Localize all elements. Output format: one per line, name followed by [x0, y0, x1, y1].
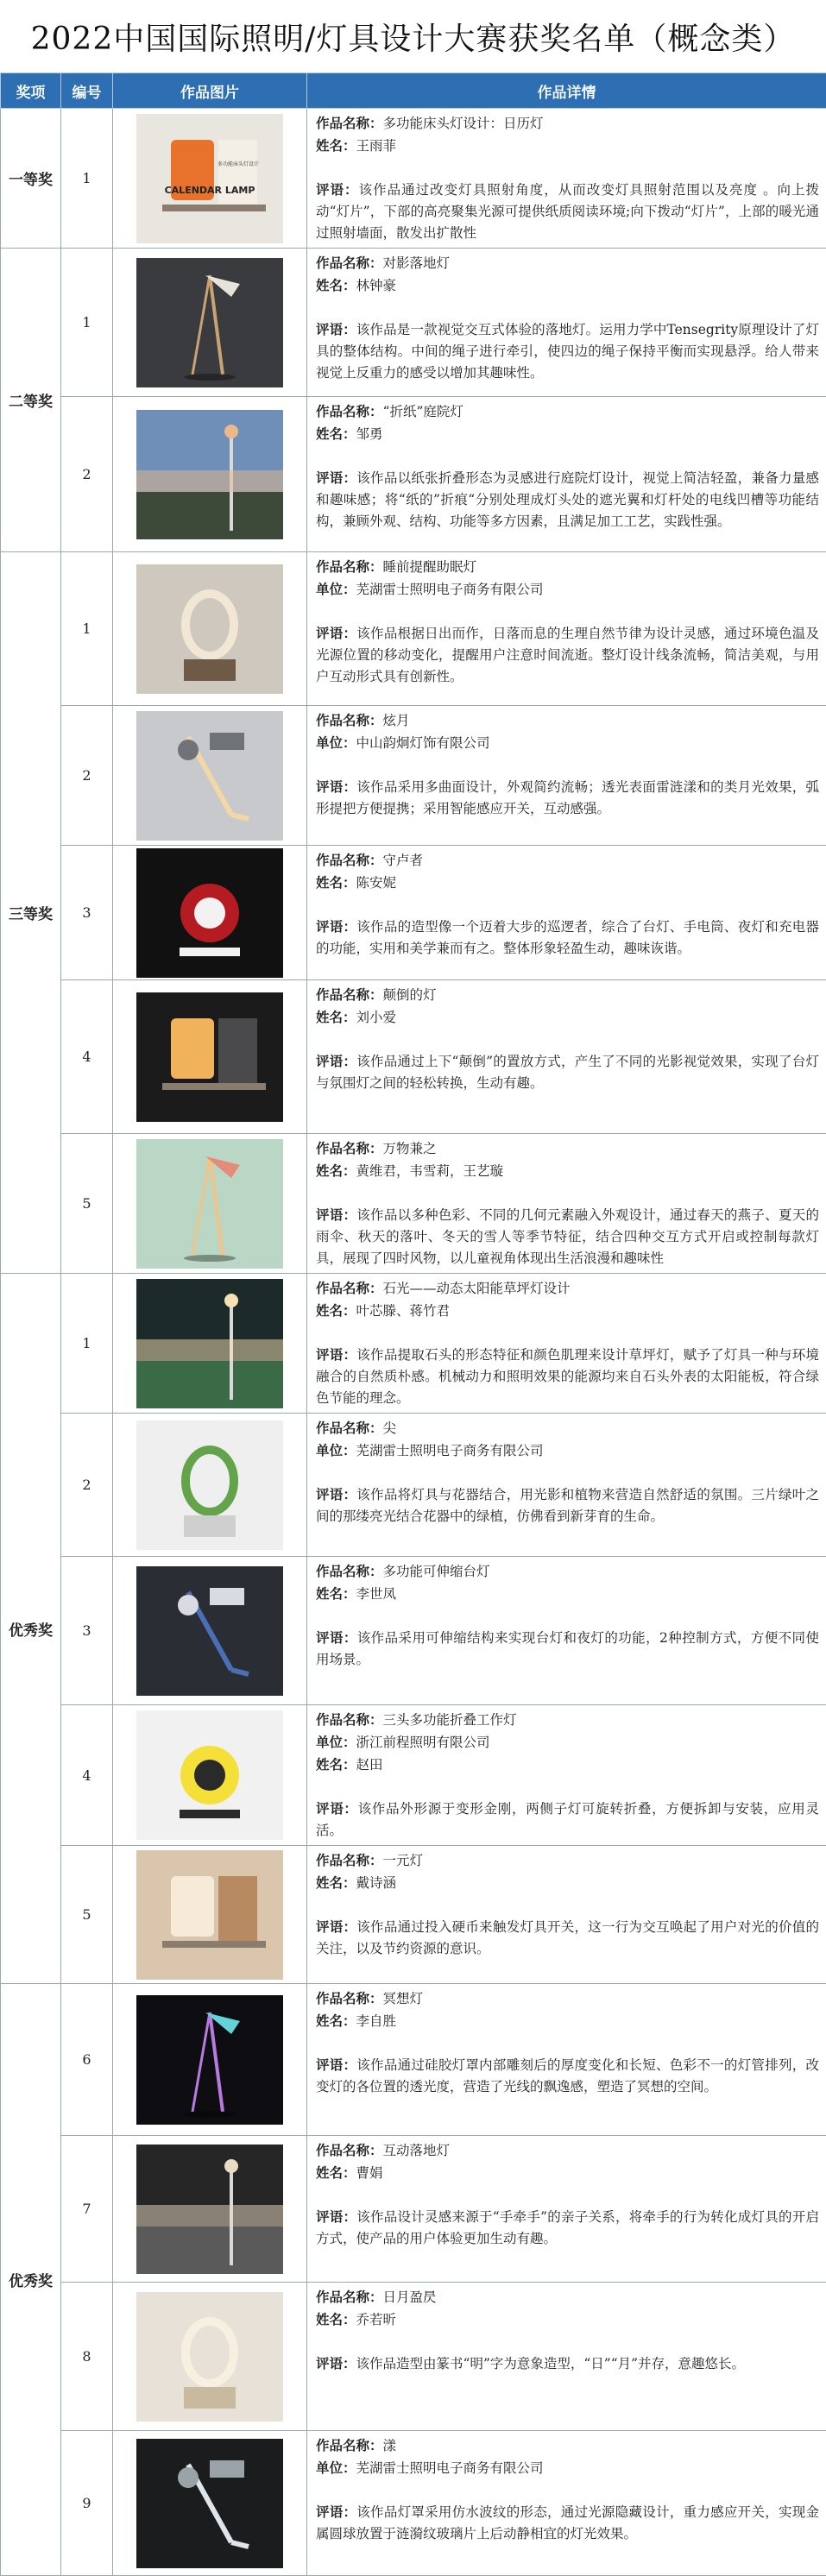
unit-label: 单位：	[316, 2459, 356, 2476]
page-title: 2022中国国际照明/灯具设计大赛获奖名单（概念类）	[0, 0, 826, 72]
entry-number: 7	[61, 2136, 113, 2283]
work-title: 对影落地灯	[383, 255, 451, 271]
header-details: 作品详情	[307, 73, 826, 109]
entry-number: 5	[61, 1846, 113, 1984]
comment-text: 该作品采用可伸缩结构来实现台灯和夜灯的功能，2种控制方式，方便不同使用场景。	[316, 1630, 819, 1667]
header-award: 奖项	[1, 73, 61, 109]
comment-text: 该作品通过改变灯具照射角度，从而改变灯具照射范围以及亮度 。向上拨动“灯片”，下部的高亮聚集光源可提供纸质阅读环境;向下拨动“灯片”，上部的暖光通 过照射墙面，散发出扩散性	[316, 182, 819, 241]
work-title: 互动落地灯	[383, 2143, 451, 2158]
comment-block	[316, 1627, 819, 1671]
product-photo-svg	[136, 258, 283, 387]
work-title: 三头多功能折叠工作灯	[383, 1712, 517, 1728]
table-row	[1, 552, 826, 706]
comment-text: 该作品造型由篆书“明”字为意象造型，“日”“月”并存，意趣悠长。	[356, 2356, 746, 2371]
product-photo-svg	[136, 1420, 283, 1550]
header-image: 作品图片	[113, 73, 307, 109]
work-title-line	[316, 2286, 819, 2308]
entry-details	[307, 249, 826, 397]
name-label: 姓名：	[316, 1162, 356, 1179]
work-title-line	[316, 1709, 819, 1731]
entry-details	[307, 1705, 826, 1846]
table-row	[1, 1274, 826, 1414]
table-row	[1, 109, 826, 249]
work-title: 一元灯	[383, 1853, 424, 1868]
unit-value: 浙江前程照明有限公司	[356, 1735, 490, 1750]
entry-details	[307, 2136, 826, 2283]
work-label: 作品名称：	[316, 2142, 383, 2158]
entry-number: 5	[61, 1134, 113, 1274]
comment-text: 该作品提取石头的形态特征和颜色肌理来设计草坪灯，赋予了灯具一种与环境融合的自然质朴感。机械动力和照明效果的能源均来自石头外表的太阳能板，符合绿色节能的理念。	[316, 1347, 819, 1406]
work-title-line	[316, 849, 819, 872]
entry-image-cell	[113, 2136, 307, 2283]
entry-details	[307, 2431, 826, 2576]
work-title-line	[316, 1137, 819, 1160]
thumb-caption: CALENDAR LAMP	[165, 185, 255, 196]
name-value: 李自胜	[356, 2013, 397, 2029]
work-label: 作品名称：	[316, 115, 383, 131]
table-row	[1, 2283, 826, 2431]
comment-block	[316, 1483, 819, 1527]
table-row	[1, 2431, 826, 2576]
comment-text: 该作品是一款视觉交互式体验的落地灯。运用力学中Tensegrity原理设计了灯具的整体结构。中间的绳子进行牵引，使四边的绳子保持平衡而实现悬浮。给人带来视觉上反重力的感受以增加其趣味性。	[316, 322, 819, 381]
comment-block	[316, 1916, 819, 1960]
work-title: 睡前提醒助眠灯	[383, 559, 477, 575]
comment-label: 评语：	[316, 469, 356, 486]
product-photo	[136, 1420, 283, 1550]
unit-line	[316, 1439, 819, 1462]
name-label: 姓名：	[316, 1302, 356, 1319]
work-label: 作品名称：	[316, 1852, 383, 1868]
comment-text: 该作品的造型像一个迈着大步的巡逻者，综合了台灯、手电筒、夜灯和充电器的功能，实用和美学兼而有之。整体形象轻盈生动，趣味诙谐。	[316, 919, 819, 956]
table-row	[1, 1557, 826, 1705]
name-label: 姓名：	[316, 1585, 356, 1602]
comment-label: 评语：	[316, 1486, 356, 1502]
name-value: 林钟豪	[356, 278, 397, 293]
work-title-line	[316, 1560, 819, 1583]
product-photo-svg	[136, 2145, 283, 2274]
award-level: 优秀奖	[1, 1984, 61, 2576]
product-photo	[136, 711, 283, 841]
work-title: 万物兼之	[383, 1141, 437, 1156]
name-line	[316, 1872, 819, 1894]
entry-details	[307, 1557, 826, 1705]
comment-block	[316, 2501, 819, 2545]
entry-image-cell	[113, 1414, 307, 1557]
comment-block	[316, 1204, 819, 1269]
work-title: 多功能可伸缩台灯	[383, 1564, 490, 1579]
unit-value: 芜湖雷士照明电子商务有限公司	[356, 1443, 544, 1458]
entry-image-cell	[113, 249, 307, 397]
comment-text: 该作品采用多曲面设计，外观简约流畅；透光表面雷涟漾和的类月光效果，弧形提把方便提携；采用智能感应开关，互动感强。	[316, 779, 819, 816]
name-value: 乔若昕	[356, 2312, 397, 2327]
comment-block	[316, 467, 819, 532]
award-level: 一等奖	[1, 109, 61, 249]
name-value: 戴诗涵	[356, 1875, 397, 1891]
table-row	[1, 1846, 826, 1984]
table-row	[1, 2136, 826, 2283]
entry-details	[307, 2283, 826, 2431]
product-photo	[136, 258, 283, 387]
entry-details	[307, 397, 826, 552]
work-title-line	[316, 1417, 819, 1439]
product-photo	[136, 114, 283, 243]
entry-details	[307, 109, 826, 249]
work-label: 作品名称：	[316, 1711, 383, 1728]
comment-text: 该作品通过上下“颠倒”的置放方式，产生了不同的光影视觉效果，实现了台灯与氛围灯之间的轻松转换，生动有趣。	[316, 1054, 819, 1091]
comment-text: 该作品设计灵感来源于“手牵手”的亲子关系，将牵手的行为转化成灯具的开启方式，使产品的用户体验更加生动有趣。	[316, 2209, 819, 2246]
work-title-line	[316, 556, 819, 578]
work-title: 守卢者	[383, 853, 424, 868]
name-value: 叶芯滕、蒋竹君	[356, 1303, 451, 1319]
product-photo	[136, 1995, 283, 2125]
name-line	[316, 1754, 819, 1776]
work-label: 作品名称：	[316, 1280, 383, 1296]
comment-label: 评语：	[316, 1206, 356, 1223]
comment-label: 评语：	[316, 321, 356, 337]
work-title-line	[316, 984, 819, 1006]
entry-details	[307, 1414, 826, 1557]
comment-label: 评语：	[316, 1629, 357, 1646]
thumb-caption-cn: 多功能床头灯设计	[218, 161, 259, 167]
unit-line	[316, 2457, 819, 2479]
product-photo	[136, 1139, 283, 1269]
entry-image-cell	[113, 980, 307, 1134]
comment-text: 该作品通过投入硬币来触发灯具开关，这一行为交互唤起了用户对光的价值的关注，以及节约资源的意识。	[316, 1919, 819, 1956]
comment-block	[316, 1050, 819, 1094]
comment-label: 评语：	[316, 1800, 358, 1817]
product-photo	[136, 992, 283, 1122]
entry-image-cell	[113, 1274, 307, 1414]
table-row	[1, 1984, 826, 2136]
entry-number: 4	[61, 980, 113, 1134]
product-photo-svg	[136, 410, 283, 539]
unit-value: 芜湖雷士照明电子商务有限公司	[356, 582, 544, 597]
work-label: 作品名称：	[316, 2437, 383, 2453]
name-label: 姓名：	[316, 2311, 356, 2327]
entry-details	[307, 552, 826, 706]
work-label: 作品名称：	[316, 1140, 383, 1156]
entry-number: 4	[61, 1705, 113, 1846]
comment-text: 该作品外形源于变形金刚，两侧子灯可旋转折叠，方便拆卸与安装，应用灵活。	[316, 1801, 819, 1838]
award-table	[0, 72, 826, 2576]
comment-label: 评语：	[316, 181, 359, 198]
work-title: 石光——动态太阳能草坪灯设计	[383, 1281, 571, 1296]
name-value: 邹勇	[356, 426, 383, 442]
entry-number: 1	[61, 1274, 113, 1414]
name-value: 黄维君，韦雪莉，王艺璇	[356, 1163, 504, 1179]
work-title-line	[316, 252, 819, 274]
entry-image-cell	[113, 1984, 307, 2136]
name-line	[316, 1300, 819, 1322]
name-line	[316, 1583, 819, 1605]
name-line	[316, 135, 819, 157]
entry-image-cell	[113, 1846, 307, 1984]
unit-line	[316, 732, 819, 754]
product-photo	[136, 564, 283, 694]
comment-label: 评语：	[316, 918, 356, 935]
comment-block	[316, 318, 819, 384]
entry-image-cell	[113, 109, 307, 249]
name-value: 陈安妮	[356, 875, 397, 891]
entry-number: 6	[61, 1984, 113, 2136]
name-value: 李世凤	[356, 1586, 397, 1602]
table-row	[1, 846, 826, 980]
work-label: 作品名称：	[316, 558, 383, 575]
work-label: 作品名称：	[316, 712, 383, 728]
name-value: 王雨菲	[356, 138, 397, 154]
comment-label: 评语：	[316, 1053, 356, 1069]
entry-image-cell	[113, 552, 307, 706]
work-label: 作品名称：	[316, 2289, 383, 2305]
product-photo	[136, 848, 283, 978]
work-label: 作品名称：	[316, 255, 383, 271]
name-line	[316, 1006, 819, 1029]
table-header-row	[1, 73, 826, 109]
product-photo	[136, 410, 283, 539]
work-label: 作品名称：	[316, 852, 383, 868]
comment-block	[316, 776, 819, 820]
work-title-line	[316, 1849, 819, 1872]
product-photo-svg	[136, 1850, 283, 1980]
work-title-line	[316, 1987, 819, 2010]
comment-label: 评语：	[316, 2208, 356, 2225]
table-row	[1, 397, 826, 552]
table-row	[1, 706, 826, 846]
table-row	[1, 1414, 826, 1557]
name-line	[316, 2308, 819, 2331]
name-value: 曹娟	[356, 2165, 383, 2181]
product-photo-svg	[136, 2439, 283, 2568]
product-photo	[136, 2145, 283, 2274]
entry-image-cell	[113, 1557, 307, 1705]
product-photo	[136, 2292, 283, 2422]
entry-details	[307, 1274, 826, 1414]
table-body	[1, 109, 826, 2576]
product-photo	[136, 1850, 283, 1980]
work-label: 作品名称：	[316, 1990, 383, 2006]
entry-image-cell	[113, 1705, 307, 1846]
work-label: 作品名称：	[316, 1420, 383, 1436]
entry-details	[307, 846, 826, 980]
entry-details	[307, 980, 826, 1134]
table-row	[1, 249, 826, 397]
award-level: 三等奖	[1, 552, 61, 1274]
entry-image-cell	[113, 2283, 307, 2431]
work-title: 冥想灯	[383, 1991, 424, 2006]
work-title: 日月盈昃	[383, 2289, 437, 2305]
entry-number: 1	[61, 109, 113, 249]
table-row	[1, 1705, 826, 1846]
comment-text: 该作品以纸张折叠形态为灵感进行庭院灯设计，视觉上简洁轻盈，兼备力量感和趣味感；将“纸的”折痕“分别处理成灯头处的遮光翼和灯杆处的电线凹槽等功能结构，兼顾外观、结构、功能等多方因素，且满足加工工艺，实践性强。	[316, 470, 819, 529]
entry-number: 1	[61, 552, 113, 706]
work-title-line	[316, 2139, 819, 2162]
comment-label: 评语：	[316, 1918, 356, 1935]
comment-text: 该作品将灯具与花器结合，用光影和植物来营造自然舒适的氛围。三片绿叶之间的那缕亮光结合花器中的绿植，仿佛看到新芽育的生命。	[316, 1487, 819, 1524]
award-level: 二等奖	[1, 249, 61, 552]
name-line	[316, 872, 819, 894]
comment-block	[316, 1798, 819, 1842]
name-line	[316, 274, 819, 297]
comment-label: 评语：	[316, 625, 356, 641]
entry-number: 2	[61, 1414, 113, 1557]
unit-line	[316, 1731, 819, 1754]
comment-block	[316, 2054, 819, 2098]
name-label: 姓名：	[316, 874, 356, 891]
product-photo	[136, 1566, 283, 1696]
name-value: 刘小爱	[356, 1010, 397, 1025]
product-photo-svg	[136, 564, 283, 694]
entry-number: 1	[61, 249, 113, 397]
entry-image-cell	[113, 2431, 307, 2576]
work-title: 漾	[383, 2438, 397, 2453]
work-title-line	[316, 1277, 819, 1300]
entry-image-cell	[113, 1134, 307, 1274]
work-label: 作品名称：	[316, 986, 383, 1003]
entry-number: 8	[61, 2283, 113, 2431]
name-line	[316, 423, 819, 445]
product-photo-svg	[136, 1566, 283, 1696]
entry-number: 3	[61, 846, 113, 980]
name-label: 姓名：	[316, 425, 356, 442]
product-photo	[136, 2439, 283, 2568]
unit-label: 单位：	[316, 1442, 356, 1458]
comment-label: 评语：	[316, 1346, 356, 1363]
name-label: 姓名：	[316, 277, 356, 293]
name-value: 赵田	[356, 1757, 383, 1773]
unit-value: 芜湖雷士照明电子商务有限公司	[356, 2460, 544, 2476]
entry-details	[307, 1846, 826, 1984]
product-photo-svg	[136, 1995, 283, 2125]
entry-number: 9	[61, 2431, 113, 2576]
header-number: 编号	[61, 73, 113, 109]
product-photo-svg	[136, 114, 283, 243]
work-label: 作品名称：	[316, 403, 383, 419]
work-title-line	[316, 709, 819, 732]
comment-block	[316, 2206, 819, 2250]
unit-label: 单位：	[316, 734, 356, 751]
product-photo-svg	[136, 992, 283, 1122]
entry-number: 2	[61, 397, 113, 552]
entry-details	[307, 1134, 826, 1274]
table-row	[1, 1134, 826, 1274]
unit-value: 中山韵炯灯饰有限公司	[356, 735, 490, 751]
product-photo-svg	[136, 2292, 283, 2422]
product-photo	[136, 1710, 283, 1840]
work-title: 多功能床头灯设计：日历灯	[383, 116, 544, 131]
name-label: 姓名：	[316, 1756, 356, 1773]
comment-text: 该作品灯罩采用仿水波纹的形态，通过光源隐藏设计，重力感应开关，实现金属圆球放置于涟漪纹玻璃片上后动静相宜的灯光效果。	[316, 2504, 819, 2541]
work-title-line	[316, 2434, 819, 2457]
entry-details	[307, 1984, 826, 2136]
product-photo-svg	[136, 1710, 283, 1840]
comment-block	[316, 916, 819, 960]
name-label: 姓名：	[316, 2012, 356, 2029]
work-title: 颠倒的灯	[383, 987, 437, 1003]
name-line	[316, 2162, 819, 2184]
comment-text: 该作品根据日出而作，日落而息的生理自然节律为设计灵感，通过环境色温及光源位置的移动变化，提醒用户注意时间流逝。整灯设计线条流畅，简洁美观，与用户互动形式具有创新性。	[316, 626, 819, 684]
comment-block	[316, 179, 819, 244]
entry-image-cell	[113, 397, 307, 552]
product-photo-svg	[136, 1139, 283, 1269]
entry-details	[307, 706, 826, 846]
work-title: 尖	[383, 1420, 397, 1436]
name-line	[316, 1160, 819, 1182]
name-label: 姓名：	[316, 137, 356, 154]
name-line	[316, 2010, 819, 2032]
product-photo	[136, 1279, 283, 1408]
work-title: “折纸”庭院灯	[383, 404, 463, 419]
unit-line	[316, 578, 819, 601]
comment-text: 该作品以多种色彩、不同的几何元素融入外观设计，通过春天的燕子、夏天的雨伞、秋天的落叶、冬天的雪人等季节特征，结合四种交互方式开启或控制每款灯具，展现了四时风物，以儿童视角体现出生活浪漫和趣味性	[316, 1207, 819, 1266]
comment-block	[316, 622, 819, 688]
product-photo-svg	[136, 848, 283, 978]
comment-label: 评语：	[316, 2504, 356, 2520]
product-photo-svg	[136, 711, 283, 841]
table-row	[1, 980, 826, 1134]
comment-block	[316, 2352, 819, 2375]
work-title-line	[316, 112, 819, 135]
work-title: 炫月	[383, 713, 410, 728]
product-photo-svg	[136, 1279, 283, 1408]
comment-text: 该作品通过硅胶灯罩内部雕刻后的厚度变化和长短、色彩不一的灯管排列，改变灯的各位置的透光度，营造了光线的飘逸感，塑造了冥想的空间。	[316, 2057, 819, 2094]
name-label: 姓名：	[316, 1874, 356, 1891]
comment-label: 评语：	[316, 2056, 356, 2073]
entry-image-cell	[113, 846, 307, 980]
entry-number: 2	[61, 706, 113, 846]
name-label: 姓名：	[316, 1009, 356, 1025]
entry-image-cell	[113, 706, 307, 846]
work-label: 作品名称：	[316, 1563, 383, 1579]
name-label: 姓名：	[316, 2164, 356, 2181]
comment-label: 评语：	[316, 2355, 356, 2371]
comment-block	[316, 1344, 819, 1409]
entry-number: 3	[61, 1557, 113, 1705]
work-title-line	[316, 400, 819, 423]
comment-label: 评语：	[316, 778, 356, 795]
unit-label: 单位：	[316, 581, 356, 597]
unit-label: 单位：	[316, 1734, 356, 1750]
award-level: 优秀奖	[1, 1274, 61, 1984]
